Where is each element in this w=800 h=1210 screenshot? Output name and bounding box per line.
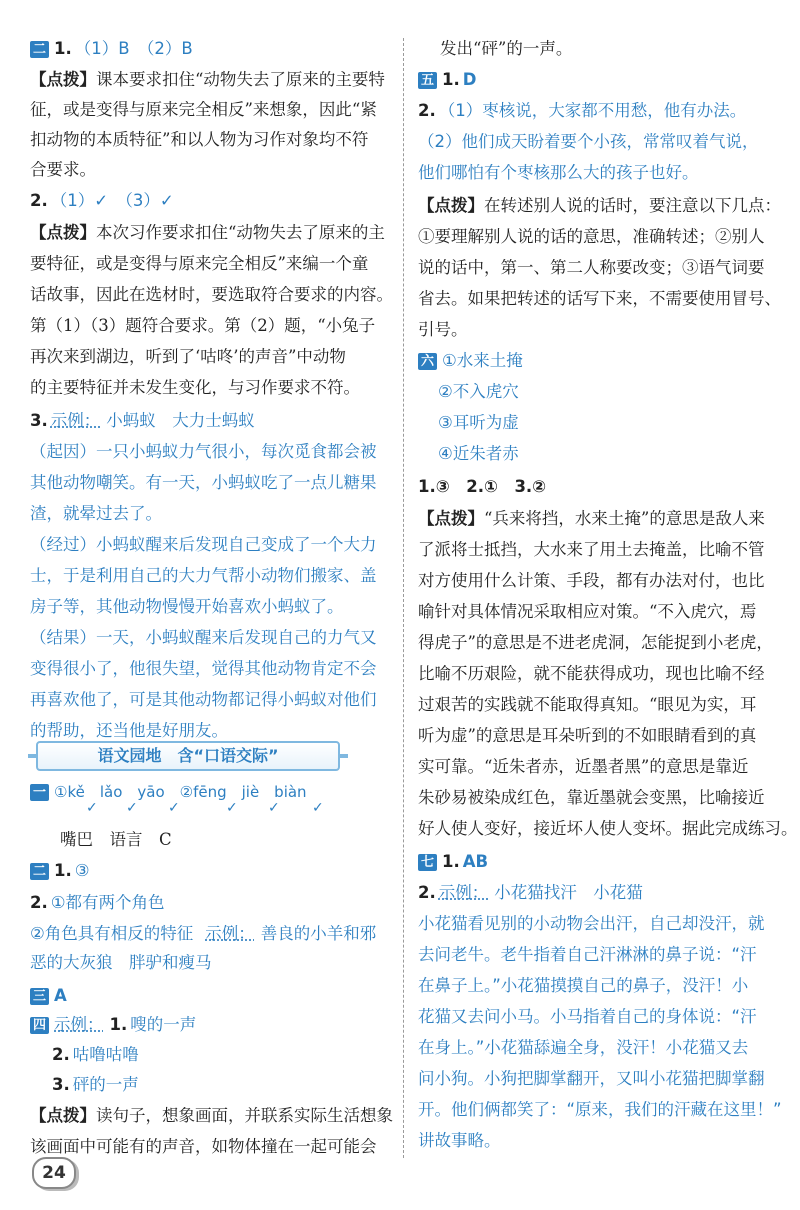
note-line: 扣动物的本质特征”和以人物为习作对象均不符 (30, 130, 369, 149)
story-line: 讲故事略。 (418, 1131, 501, 1150)
story-line: （起因）一只小蚂蚁力气很小，每次觅食都会被 (30, 442, 377, 461)
column-divider (403, 38, 404, 1158)
r6-item: ④近朱者赤 (438, 444, 519, 463)
note-line: 【点拨】在转述别人说的话时，要注意以下几点： (418, 196, 781, 215)
check-icon: ✓ (168, 800, 180, 816)
story-line: 在鼻子上。”小花猫摸摸自己的鼻子，没汗！小 (418, 976, 749, 995)
r7-q1: 七 1. AB (418, 851, 488, 873)
section-tag: 三 (30, 988, 49, 1005)
note-line: 得虎子”的意思是不进老虎洞，怎能捉到小老虎， (418, 633, 773, 652)
section-banner: 语文园地 含“口语交际” (36, 741, 340, 771)
page-number: 24 (32, 1157, 76, 1189)
note-line: 再次来到湖边，听到了‘咕咚’的声音”中动物 (30, 347, 346, 366)
pinyin: ①kě lǎo yāo ②fēng jiè biàn (54, 783, 307, 801)
story-line: 在身上。”小花猫舔遍全身，没汗！小花猫又去 (418, 1038, 749, 1057)
continued-line: 发出“砰”的一声。 (440, 39, 573, 58)
story-line: 花猫又去问小马。小马指着自己的身体说：“汗 (418, 1007, 757, 1026)
note-line: 过艰苦的实践就不能取得真知。“眼见为实，耳 (418, 695, 757, 714)
story-line: 渣，就晕过去了。 (30, 504, 162, 523)
section-tag: 四 (30, 1017, 49, 1034)
r5-q1: 五 1. D (418, 69, 476, 91)
story-line: 小花猫看见别的小动物会出汗，自己却没汗，就 (418, 914, 765, 933)
note-line: 合要求。 (30, 160, 96, 179)
section-tag: 一 (30, 784, 49, 801)
section-tag: 五 (418, 72, 437, 89)
story-line: 开。他们俩都笑了：“原来，我们的汗藏在这里！” (418, 1100, 782, 1119)
section-tag: 二 (30, 41, 49, 58)
note-line: 说的话中，第一、第二人称要改变；③语气词要 (418, 258, 765, 277)
note-line: 第（1）（3）题符合要求。第（2）题，“小兔子 (30, 316, 376, 335)
s2-q1: 二 1. （1）B （2）B (30, 38, 193, 60)
s2-q3: 3. 示例： 小蚂蚁 大力士蚂蚁 (30, 411, 255, 430)
note-line: 朱砂易被染成红色，靠近墨就会变黑，比喻接近 (418, 788, 765, 807)
check-icon: ✓ (226, 800, 238, 816)
note-line: 对方使用什么计策、手段，都有办法对付，也比 (418, 571, 765, 590)
story-line: 去问老牛。老牛指着自己汗淋淋的鼻子说：“汗 (418, 945, 757, 964)
r7-q2: 2. 示例： 小花猫找汗 小花猫 (418, 883, 643, 902)
story-line: 问小狗。小狗把脚掌翻开，又叫小花猫把脚掌翻 (418, 1069, 765, 1088)
note-line: ①要理解别人说的话的意思，准确转述；②别人 (418, 227, 765, 246)
r5-q2: 2. （1）枣核说，大家都不用愁，他有办法。 (418, 101, 747, 120)
note-line: 【点拨】“兵来将挡，水来土掩”的意思是敌人来 (418, 509, 765, 528)
g4-q3: 3. 砰的一声 (52, 1075, 139, 1094)
story-line: 的帮助，还当他是好朋友。 (30, 721, 228, 740)
section-tag: 七 (418, 854, 437, 871)
g2-q2: 2. ①都有两个角色 (30, 893, 165, 912)
check-icon: ✓ (268, 800, 280, 816)
g4-q2: 2. 咕噜咕噜 (52, 1045, 139, 1064)
r5-q2-line: 他们哪怕有个枣核那么大的孩子也好。 (418, 163, 699, 182)
story-line: 士，于是利用自己的大力气帮小动物们搬家、盖 (30, 566, 377, 585)
r6-answers: 1.③ 2.① 3.② (418, 477, 547, 496)
check-icon: ✓ (312, 800, 324, 816)
r6-item: 六 ①水来土掩 (418, 350, 523, 372)
r6-item: ③耳听为虚 (438, 413, 519, 432)
story-line: 房子等，其他动物慢慢开始喜欢小蚂蚁了。 (30, 597, 344, 616)
g3: 三 A (30, 985, 67, 1007)
note-line: 要特征，或是变得与原来完全相反”来编一个童 (30, 254, 369, 273)
check-icon: ✓ (126, 800, 138, 816)
section-tag: 六 (418, 353, 437, 370)
g1-words: 嘴巴 语言 C (60, 830, 172, 849)
answer: （1）✓ （3）✓ (50, 191, 174, 210)
story-line: （经过）小蚂蚁醒来后发现自己变成了一个大力 (30, 535, 377, 554)
story-line: （结果）一天，小蚂蚁醒来后发现自己的力气又 (30, 628, 377, 647)
answer: （1）B （2）B (74, 39, 193, 58)
note-line: 引号。 (418, 320, 468, 339)
g2-q1: 二 1. ③ (30, 860, 90, 882)
note-line: 【点拨】本次习作要求扣住“动物失去了原来的主 (30, 223, 385, 242)
note-line: 征，或是变得与原来完全相反”来想象，因此“紧 (30, 100, 377, 119)
section-tag: 二 (30, 863, 49, 880)
story-line: 再喜欢他了，可是其他动物都记得小蚂蚁对他们 (30, 690, 377, 709)
g2-q2-line: ②角色具有相反的特征 示例： 善良的小羊和邪 (30, 924, 377, 943)
note-line: 省去。如果把转述的话写下来，不需要使用冒号、 (418, 289, 781, 308)
note-line: 了派将士抵挡，大水来了用土去掩盖，比喻不管 (418, 540, 765, 559)
note-line: 的主要特征并未发生变化，与习作要求不符。 (30, 378, 360, 397)
note-line: 该画面中可能有的声音，如物体撞在一起可能会 (30, 1137, 377, 1156)
note-line: 喻针对具体情况采取相应对策。“不入虎穴，焉 (418, 602, 757, 621)
note-line: 【点拨】读句子，想象画面，并联系实际生活想象 (30, 1106, 393, 1125)
r5-q2-line: （2）他们成天盼着要个小孩，常常叹着气说， (418, 132, 759, 151)
note-line: 实可靠。“近朱者赤，近墨者黑”的意思是靠近 (418, 757, 749, 776)
s2-q2: 2. （1）✓ （3）✓ (30, 191, 174, 210)
g2-q2-line: 恶的大灰狼 胖驴和瘦马 (30, 953, 212, 972)
g4-q1: 四 示例： 1. 嗖的一声 (30, 1014, 196, 1036)
note-line: 听为虚”的意思是耳朵听到的不如眼睛看到的真 (418, 726, 757, 745)
check-icon: ✓ (86, 800, 98, 816)
note-line: 好人使人变好，接近坏人使人变坏。据此完成练习。 (418, 819, 798, 838)
note-line: 比喻不历艰险，就不能获得成功，现也比喻不经 (418, 664, 765, 683)
story-line: 其他动物嘲笑。有一天，小蚂蚁吃了一点儿糖果 (30, 473, 377, 492)
story-line: 变得很小了，他很失望，觉得其他动物肯定不会 (30, 659, 377, 678)
note-line: 话故事，因此在选材时，要选取符合要求的内容。 (30, 285, 393, 304)
r6-item: ②不入虎穴 (438, 382, 519, 401)
note-line: 【点拨】课本要求扣住“动物失去了原来的主要特 (30, 70, 385, 89)
